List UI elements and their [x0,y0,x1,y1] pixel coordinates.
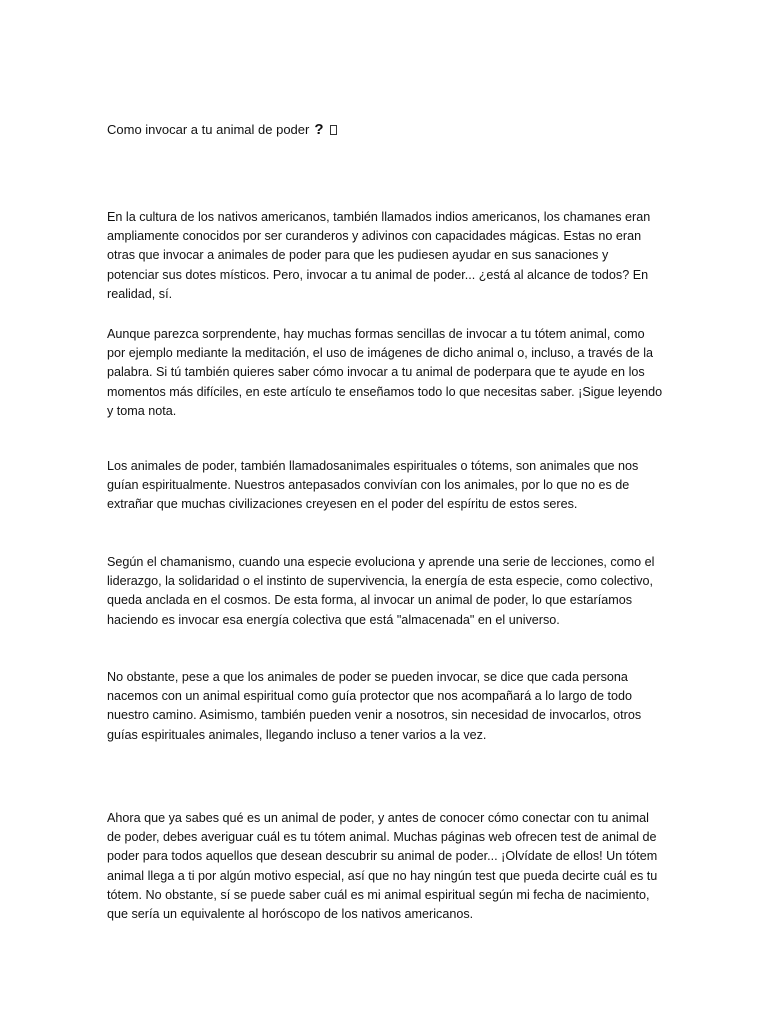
paragraph-totem-animal: Ahora que ya sabes qué es un animal de poder, y antes de conocer cómo conectar con tu animal de poder, debes averiguar cuál es tu tótem animal. Muchas páginas web ofrecen test de animal de poder para todos aquellos que desean descubrir su animal de poder... ¡Olvídate de ellos! Un tótem animal llega a ti por algún motivo especial, así que no hay ningún test que pueda decirte cuál es tu tótem. No obstante, sí se puede saber cuál es mi animal espiritual según mi fecha de nacimiento, que sería un equivalente al horóscopo de los nativos americanos. [107,811,658,922]
document-title: Como invocar a tu animal de poder [107,122,310,137]
title-question-mark: ? [314,121,324,138]
paragraph-animal-espiritual: No obstante, pese a que los animales de poder se pueden invocar, se dice que cada persona nacemos con un animal espiritual como guía protector que nos acompañará a lo largo de todo nuestro camino. Asimismo, también pueden venir a nosotros, sin necesidad de invocarlos, otros guías espirituales animales, llegando incluso a tener varios a la vez. [107,670,642,742]
paragraph-nativos-americanos: En la cultura de los nativos americanos, también llamados indios americanos, los chamanes eran ampliamente conocidos por ser curanderos y adivinos con capacidades mágicas. Estas no eran otras que invocar a animales de poder para que les pudiesen ayudar en sus sanaciones y potenciar sus dotes místicos. Pero, invocar a tu animal de poder... ¿está al alcance de todos? En realidad, sí. [107,210,651,301]
missing-glyph-icon [330,125,337,135]
paragraph-formas-de-invocar: Aunque parezca sorprendente, hay muchas formas sencillas de invocar a tu tótem animal, como por ejemplo mediante la meditación, el uso de imágenes de dicho animal o, incluso, a través de la palabra. Si tú también quieres saber cómo invocar a tu animal de poderpara que te ayude en los momentos más difíciles, en este artículo te enseñamos todo lo que necesitas saber. ¡Sigue leyendo y toma nota. [107,327,663,418]
paragraph-animales-de-poder: Los animales de poder, también llamadosanimales espirituales o tótems, son animales que nos guían espiritualmente. Nuestros antepasados convivían con los animales, por lo que no es de extrañar que muchas civilizaciones creyesen en el poder del espíritu de estos seres. [107,459,639,512]
document-title-line [107,121,337,139]
paragraph-chamanismo: Según el chamanismo, cuando una especie evoluciona y aprende una serie de lecciones, como el liderazgo, la solidaridad o el instinto de supervivencia, la energía de esta especie, como colectivo, queda anclada en el cosmos. De esta forma, al invocar un animal de poder, lo que estaríamos haciendo es invocar esa energía colectiva que está "almacenada" en el universo. [107,555,655,627]
